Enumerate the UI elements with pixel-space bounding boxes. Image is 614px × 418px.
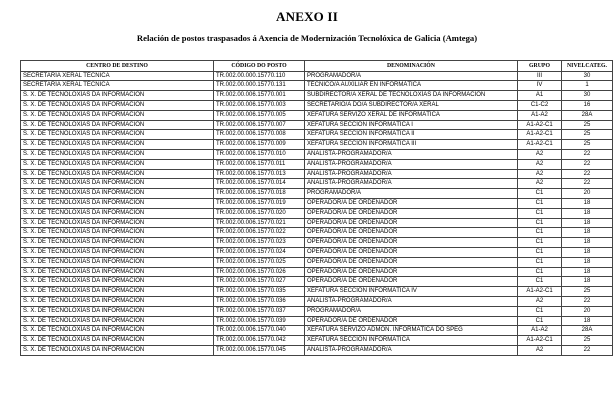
cell-denominacion: SUBDIRECTOR/A XERAL DE TECNOLOXÍAS DA INFORMACIÓN xyxy=(305,91,518,101)
cell-centro-destino: S. X. DE TECNOLOXÍAS DA INFORMACIÓN xyxy=(21,179,214,189)
cell-nivel-categ: 25 xyxy=(562,287,613,297)
cell-centro-destino: S. X. DE TECNOLOXÍAS DA INFORMACIÓN xyxy=(21,228,214,238)
table-row xyxy=(21,189,613,199)
cell-grupo: III xyxy=(518,71,562,81)
table-row xyxy=(21,81,613,91)
table-row xyxy=(21,267,613,277)
cell-centro-destino: S. X. DE TECNOLOXÍAS DA INFORMACIÓN xyxy=(21,218,214,228)
table-row xyxy=(21,218,613,228)
cell-codigo-posto: TR.002.00.006.15770.024 xyxy=(214,247,305,257)
cell-denominacion: ANALISTA-PROGRAMADOR/A xyxy=(305,296,518,306)
cell-nivel-categ: 25 xyxy=(562,120,613,130)
header-codigo-posto: CÓDIGO DO POSTO xyxy=(214,61,305,72)
cell-grupo: A1-A2 xyxy=(518,326,562,336)
cell-grupo: A2 xyxy=(518,345,562,355)
cell-nivel-categ: 22 xyxy=(562,159,613,169)
table-row xyxy=(21,257,613,267)
cell-denominacion: OPERADOR/A DE ORDENADOR xyxy=(305,257,518,267)
cell-denominacion: XEFATURA SECCIÓN INFORMÁTICA IV xyxy=(305,287,518,297)
header-grupo: GRUPO xyxy=(518,61,562,72)
cell-grupo: C1 xyxy=(518,189,562,199)
cell-codigo-posto: TR.002.00.006.15770.042 xyxy=(214,336,305,346)
cell-denominacion: ANALISTA-PROGRAMADOR/A xyxy=(305,159,518,169)
cell-nivel-categ: 25 xyxy=(562,140,613,150)
cell-denominacion: SECRETARIO/A DO/A SUBDIRECTOR/A XERAL xyxy=(305,100,518,110)
cell-codigo-posto: TR.002.00.006.15770.023 xyxy=(214,238,305,248)
cell-centro-destino: S. X. DE TECNOLOXÍAS DA INFORMACIÓN xyxy=(21,159,214,169)
table-row xyxy=(21,140,613,150)
cell-centro-destino: S. X. DE TECNOLOXÍAS DA INFORMACIÓN xyxy=(21,306,214,316)
table-row xyxy=(21,345,613,355)
table-row xyxy=(21,306,613,316)
cell-centro-destino: SECRETARÍA XERAL TÉCNICA xyxy=(21,71,214,81)
cell-grupo: C1 xyxy=(518,267,562,277)
cell-codigo-posto: TR.002.00.006.15770.022 xyxy=(214,228,305,238)
cell-grupo: C1 xyxy=(518,257,562,267)
cell-codigo-posto: TR.002.00.006.15770.019 xyxy=(214,198,305,208)
cell-nivel-categ: 18 xyxy=(562,257,613,267)
cell-denominacion: PROGRAMADOR/A xyxy=(305,189,518,199)
cell-centro-destino: S. X. DE TECNOLOXÍAS DA INFORMACIÓN xyxy=(21,110,214,120)
cell-centro-destino: S. X. DE TECNOLOXÍAS DA INFORMACIÓN xyxy=(21,247,214,257)
cell-codigo-posto: TR.002.00.006.15770.045 xyxy=(214,345,305,355)
cell-denominacion: OPERADOR/A DE ORDENADOR xyxy=(305,198,518,208)
cell-centro-destino: S. X. DE TECNOLOXÍAS DA INFORMACIÓN xyxy=(21,326,214,336)
cell-grupo: A1-A2-C1 xyxy=(518,140,562,150)
posts-table xyxy=(20,60,613,356)
cell-codigo-posto: TR.002.00.000.15770.131 xyxy=(214,81,305,91)
cell-nivel-categ: 18 xyxy=(562,198,613,208)
cell-centro-destino: S. X. DE TECNOLOXÍAS DA INFORMACIÓN xyxy=(21,198,214,208)
table-body xyxy=(21,71,613,355)
cell-grupo: C1 xyxy=(518,306,562,316)
cell-codigo-posto: TR.002.00.006.15770.026 xyxy=(214,267,305,277)
cell-nivel-categ: 18 xyxy=(562,218,613,228)
cell-denominacion: OPERADOR/A DE ORDENADOR xyxy=(305,208,518,218)
document-title: ANEXO II xyxy=(276,9,338,24)
table-row xyxy=(21,287,613,297)
cell-codigo-posto: TR.002.00.006.15770.020 xyxy=(214,208,305,218)
cell-centro-destino: S. X. DE TECNOLOXÍAS DA INFORMACIÓN xyxy=(21,238,214,248)
cell-centro-destino: S. X. DE TECNOLOXÍAS DA INFORMACIÓN xyxy=(21,140,214,150)
cell-grupo: C1 xyxy=(518,228,562,238)
cell-denominacion: XEFATURA SECCIÓN INFORMÁTICA II xyxy=(305,130,518,140)
cell-grupo: A2 xyxy=(518,159,562,169)
cell-denominacion: XEFATURA SECCIÓN INFORMÁTICA xyxy=(305,336,518,346)
cell-codigo-posto: TR.002.00.006.15770.007 xyxy=(214,120,305,130)
table-row xyxy=(21,91,613,101)
cell-centro-destino: S. X. DE TECNOLOXÍAS DA INFORMACIÓN xyxy=(21,100,214,110)
cell-grupo: C1 xyxy=(518,247,562,257)
cell-denominacion: OPERADOR/A DE ORDENADOR xyxy=(305,277,518,287)
table-row xyxy=(21,110,613,120)
cell-codigo-posto: TR.002.00.006.15770.018 xyxy=(214,189,305,199)
cell-codigo-posto: TR.002.00.000.15770.110 xyxy=(214,71,305,81)
table-row xyxy=(21,149,613,159)
cell-centro-destino: S. X. DE TECNOLOXÍAS DA INFORMACIÓN xyxy=(21,208,214,218)
header-denominacion: DENOMINACIÓN xyxy=(305,61,518,72)
cell-denominacion: XEFATURA SECCIÓN INFORMÁTICA I xyxy=(305,120,518,130)
cell-nivel-categ: 28A xyxy=(562,110,613,120)
cell-nivel-categ: 18 xyxy=(562,316,613,326)
cell-codigo-posto: TR.002.00.006.15770.014 xyxy=(214,179,305,189)
cell-grupo: A2 xyxy=(518,149,562,159)
table-row xyxy=(21,277,613,287)
cell-nivel-categ: 22 xyxy=(562,296,613,306)
cell-nivel-categ: 18 xyxy=(562,247,613,257)
cell-grupo: A2 xyxy=(518,169,562,179)
cell-denominacion: ANALISTA-PROGRAMADOR/A xyxy=(305,149,518,159)
table-row xyxy=(21,336,613,346)
table-row xyxy=(21,169,613,179)
cell-codigo-posto: TR.002.00.006.15770.011 xyxy=(214,159,305,169)
cell-grupo: A1 xyxy=(518,91,562,101)
cell-nivel-categ: 18 xyxy=(562,208,613,218)
cell-denominacion: OPERADOR/A DE ORDENADOR xyxy=(305,238,518,248)
cell-denominacion: OPERADOR/A DE ORDENADOR xyxy=(305,228,518,238)
cell-codigo-posto: TR.002.00.006.15770.013 xyxy=(214,169,305,179)
table-row xyxy=(21,326,613,336)
cell-grupo: IV xyxy=(518,81,562,91)
cell-nivel-categ: 25 xyxy=(562,130,613,140)
table-row xyxy=(21,238,613,248)
cell-centro-destino: S. X. DE TECNOLOXÍAS DA INFORMACIÓN xyxy=(21,287,214,297)
cell-codigo-posto: TR.002.00.006.15770.025 xyxy=(214,257,305,267)
cell-nivel-categ: 18 xyxy=(562,228,613,238)
table-row xyxy=(21,71,613,81)
cell-nivel-categ: 1 xyxy=(562,81,613,91)
cell-nivel-categ: 28A xyxy=(562,326,613,336)
cell-centro-destino: S. X. DE TECNOLOXÍAS DA INFORMACIÓN xyxy=(21,345,214,355)
cell-denominacion: OPERADOR/A DE ORDENADOR xyxy=(305,247,518,257)
document-subtitle: Relación de postos traspasados á Axencia de Modernización Tecnolóxica de Galicia (Amtega) xyxy=(136,33,478,43)
cell-nivel-categ: 30 xyxy=(562,91,613,101)
cell-denominacion: PROGRAMADOR/A xyxy=(305,71,518,81)
cell-centro-destino: S. X. DE TECNOLOXÍAS DA INFORMACIÓN xyxy=(21,149,214,159)
header-centro-destino: CENTRO DE DESTINO xyxy=(21,61,214,72)
cell-codigo-posto: TR.002.00.006.15770.008 xyxy=(214,130,305,140)
cell-centro-destino: S. X. DE TECNOLOXÍAS DA INFORMACIÓN xyxy=(21,169,214,179)
cell-nivel-categ: 18 xyxy=(562,238,613,248)
cell-codigo-posto: TR.002.00.006.15770.040 xyxy=(214,326,305,336)
table-row xyxy=(21,228,613,238)
cell-denominacion: OPERADOR/A DE ORDENADOR xyxy=(305,267,518,277)
cell-denominacion: ANALISTA-PROGRAMADOR/A xyxy=(305,169,518,179)
cell-nivel-categ: 22 xyxy=(562,345,613,355)
cell-denominacion: TÉCNICO/A AUXILIAR EN INFORMÁTICA xyxy=(305,81,518,91)
cell-codigo-posto: TR.002.00.006.15770.027 xyxy=(214,277,305,287)
table-row xyxy=(21,100,613,110)
cell-grupo: C1 xyxy=(518,277,562,287)
cell-codigo-posto: TR.002.00.006.15770.037 xyxy=(214,306,305,316)
cell-grupo: A1-A2-C1 xyxy=(518,336,562,346)
cell-centro-destino: S. X. DE TECNOLOXÍAS DA INFORMACIÓN xyxy=(21,267,214,277)
cell-nivel-categ: 22 xyxy=(562,179,613,189)
cell-grupo: A1-A2-C1 xyxy=(518,130,562,140)
cell-denominacion: XEFATURA SERVIZO XERAL DE INFORMÁTICA xyxy=(305,110,518,120)
cell-codigo-posto: TR.002.00.006.15770.039 xyxy=(214,316,305,326)
table-row xyxy=(21,198,613,208)
cell-centro-destino: S. X. DE TECNOLOXÍAS DA INFORMACIÓN xyxy=(21,296,214,306)
cell-grupo: C1 xyxy=(518,316,562,326)
cell-centro-destino: S. X. DE TECNOLOXÍAS DA INFORMACIÓN xyxy=(21,257,214,267)
cell-nivel-categ: 25 xyxy=(562,336,613,346)
cell-centro-destino: S. X. DE TECNOLOXÍAS DA INFORMACIÓN xyxy=(21,120,214,130)
cell-grupo: A2 xyxy=(518,296,562,306)
cell-codigo-posto: TR.002.00.006.15770.021 xyxy=(214,218,305,228)
cell-centro-destino: S. X. DE TECNOLOXÍAS DA INFORMACIÓN xyxy=(21,316,214,326)
cell-nivel-categ: 18 xyxy=(562,277,613,287)
cell-codigo-posto: TR.002.00.006.15770.001 xyxy=(214,91,305,101)
cell-centro-destino: S. X. DE TECNOLOXÍAS DA INFORMACIÓN xyxy=(21,189,214,199)
table-header-row xyxy=(21,61,613,72)
cell-nivel-categ: 20 xyxy=(562,189,613,199)
cell-denominacion: ANALISTA-PROGRAMADOR/A xyxy=(305,345,518,355)
cell-grupo: A1-A2-C1 xyxy=(518,287,562,297)
table-row xyxy=(21,120,613,130)
table-row xyxy=(21,316,613,326)
table-row xyxy=(21,159,613,169)
header-nivel-categ: NIVELCATEG. xyxy=(562,61,613,72)
cell-nivel-categ: 16 xyxy=(562,100,613,110)
cell-codigo-posto: TR.002.00.006.15770.010 xyxy=(214,149,305,159)
cell-codigo-posto: TR.002.00.006.15770.005 xyxy=(214,110,305,120)
table-row xyxy=(21,208,613,218)
table-row xyxy=(21,296,613,306)
cell-denominacion: XEFATURA SECCIÓN INFORMÁTICA III xyxy=(305,140,518,150)
table-row xyxy=(21,247,613,257)
cell-nivel-categ: 30 xyxy=(562,71,613,81)
cell-grupo: A1-A2 xyxy=(518,110,562,120)
cell-centro-destino: S. X. DE TECNOLOXÍAS DA INFORMACIÓN xyxy=(21,130,214,140)
cell-codigo-posto: TR.002.00.006.15770.009 xyxy=(214,140,305,150)
table-row xyxy=(21,179,613,189)
cell-denominacion: OPERADOR/A DE ORDENADOR xyxy=(305,218,518,228)
cell-grupo: C1 xyxy=(518,208,562,218)
cell-grupo: C1 xyxy=(518,218,562,228)
cell-nivel-categ: 18 xyxy=(562,267,613,277)
cell-codigo-posto: TR.002.00.006.15770.035 xyxy=(214,287,305,297)
cell-grupo: C1-C2 xyxy=(518,100,562,110)
cell-denominacion: XEFATURA SERVIZO ADMÓN. INFORMÁTICA DO SPEG xyxy=(305,326,518,336)
cell-denominacion: OPERADOR/A DE ORDENADOR xyxy=(305,316,518,326)
cell-grupo: C1 xyxy=(518,198,562,208)
cell-grupo: C1 xyxy=(518,238,562,248)
cell-centro-destino: S. X. DE TECNOLOXÍAS DA INFORMACIÓN xyxy=(21,277,214,287)
cell-centro-destino: SECRETARÍA XERAL TÉCNICA xyxy=(21,81,214,91)
cell-codigo-posto: TR.002.00.006.15770.003 xyxy=(214,100,305,110)
cell-centro-destino: S. X. DE TECNOLOXÍAS DA INFORMACIÓN xyxy=(21,91,214,101)
cell-nivel-categ: 22 xyxy=(562,169,613,179)
cell-nivel-categ: 22 xyxy=(562,149,613,159)
cell-grupo: A2 xyxy=(518,179,562,189)
cell-centro-destino: S. X. DE TECNOLOXÍAS DA INFORMACIÓN xyxy=(21,336,214,346)
cell-nivel-categ: 20 xyxy=(562,306,613,316)
cell-denominacion: ANALISTA-PROGRAMADOR/A xyxy=(305,179,518,189)
cell-codigo-posto: TR.002.00.006.15770.036 xyxy=(214,296,305,306)
cell-grupo: A1-A2-C1 xyxy=(518,120,562,130)
table-row xyxy=(21,130,613,140)
cell-denominacion: PROGRAMADOR/A xyxy=(305,306,518,316)
